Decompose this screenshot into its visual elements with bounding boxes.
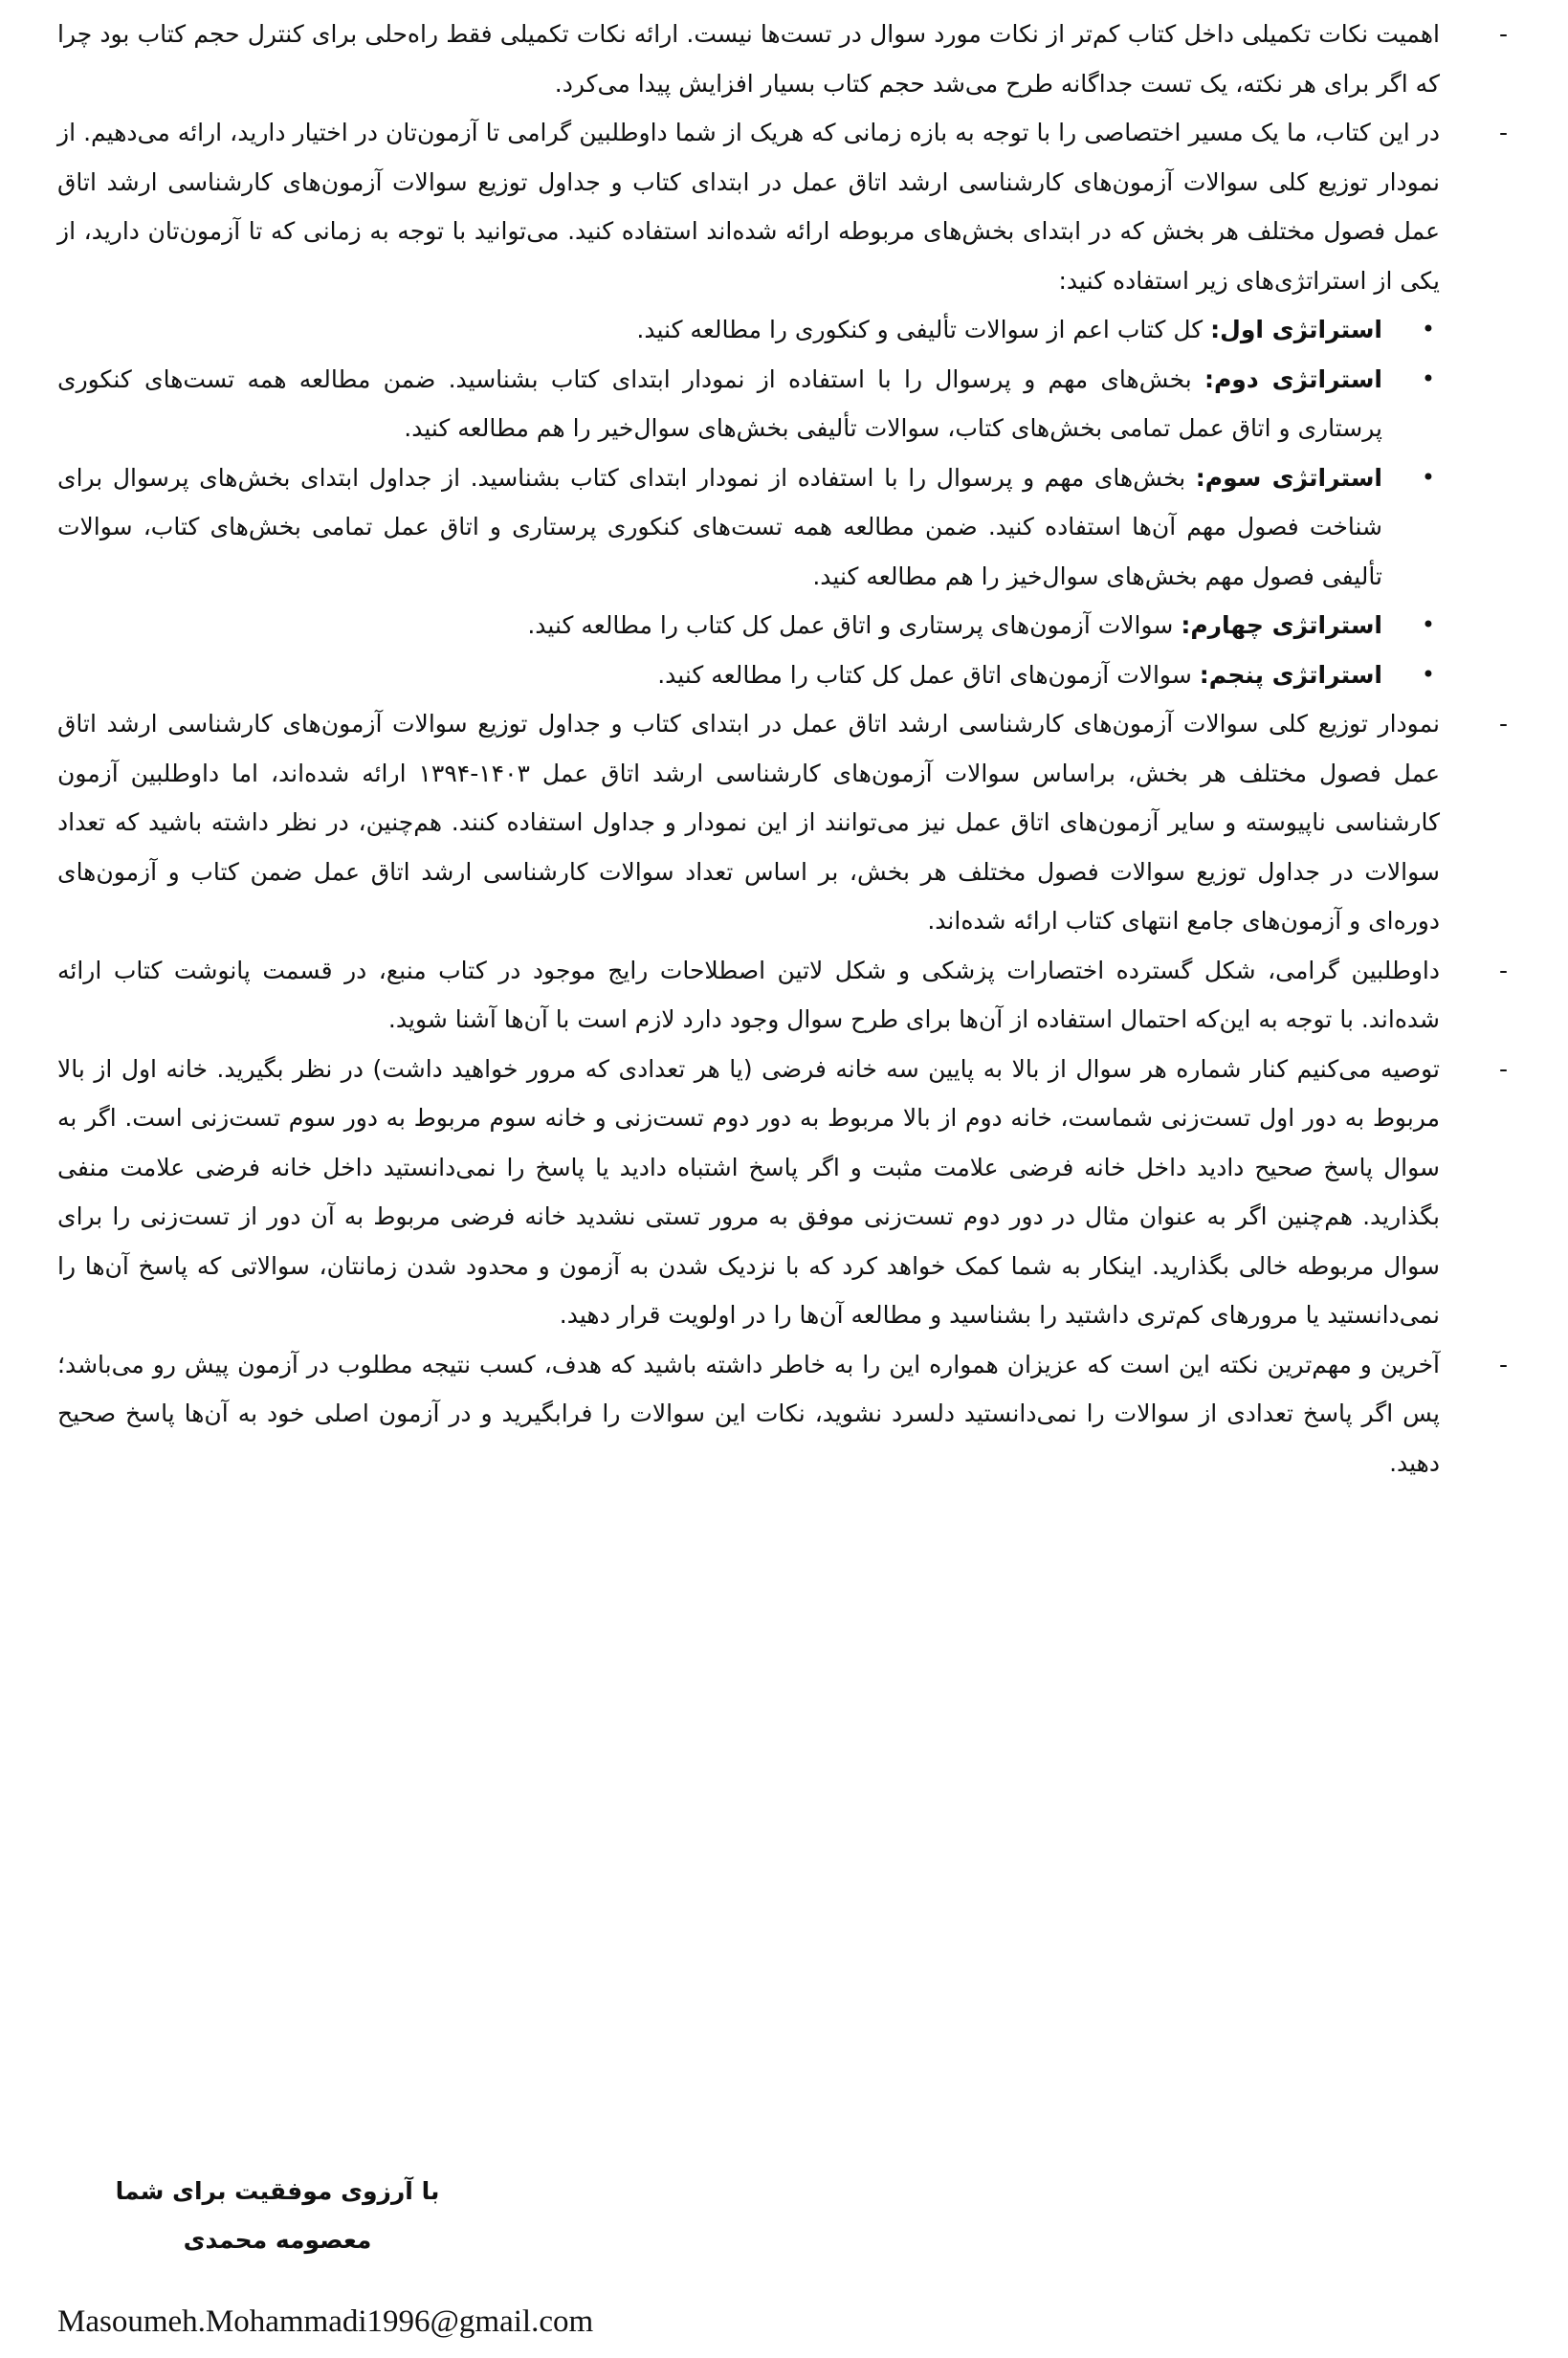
list-item-distribution-chart xyxy=(57,699,1512,946)
list-item-final-note xyxy=(57,1340,1512,1488)
bullet-marker: • xyxy=(1421,660,1435,688)
dash-marker: - xyxy=(1498,1350,1508,1378)
paragraph-text: آخرین و مهم‌ترین نکته این است که عزیزان همواره این را به خاطر داشته باشید که هدف، کسب نتیجه مطلوب در آزمون پیش رو می‌باشد؛ پس اگر پاسخ تعدادی از سوالات را نمی‌دانستید دلسرد نشوید، نکات این سوالات را فرابگیرید و در آزمون اصلی خود به آن‌ها پاسخ صحیح دهید. xyxy=(57,1350,1440,1477)
bullet-marker: • xyxy=(1421,463,1435,491)
strategy-text: سوالات آزمون‌های پرستاری و اتاق عمل کل کتاب را مطالعه کنید. xyxy=(527,611,1182,639)
signature-author: معصومه محمدی xyxy=(183,2226,372,2254)
strategy-title: استراتژی سوم: xyxy=(1195,463,1382,492)
list-item-study-path xyxy=(57,108,1512,305)
dash-marker: - xyxy=(1498,1054,1508,1083)
dash-marker: - xyxy=(1498,20,1508,48)
strategy-title: استراتژی پنجم: xyxy=(1199,660,1382,689)
signature-block xyxy=(57,2167,497,2264)
strategy-text: سوالات آزمون‌های اتاق عمل کل کتاب را مطالعه کنید. xyxy=(657,660,1200,689)
paragraph-text: داوطلبین گرامی، شکل گسترده اختصارات پزشکی و شکل لاتین اصطلاحات رایج موجود در کتاب منبع، در قسمت پانوشت کتاب ارائه شده‌اند. با توجه به این‌که احتمال استفاده از آن‌ها برای طرح سوال وجود دارد لازم است با آن‌ها آشنا شوید. xyxy=(57,956,1440,1033)
list-item-supplementary-notes xyxy=(57,10,1512,108)
bullet-marker: • xyxy=(1421,364,1435,392)
list-item-abbreviations xyxy=(57,946,1512,1045)
strategy-title: استراتژی دوم: xyxy=(1204,364,1382,393)
bullet-marker: • xyxy=(1421,316,1435,342)
strategy-list xyxy=(57,305,1512,699)
strategy-item-2 xyxy=(57,355,1512,453)
paragraph-text: اهمیت نکات تکمیلی داخل کتاب کم‌تر از نکات مورد سوال در تست‌ها نیست. ارائه نکات تکمیلی فقط راه‌حلی برای کنترل حجم کتاب بود چرا که اگر برای هر نکته، یک تست جداگانه طرح می‌شد حجم کتاب بسیار افزایش پیدا می‌کرد. xyxy=(57,20,1440,98)
paragraph-text: توصیه می‌کنیم کنار شماره هر سوال از بالا به پایین سه خانه فرضی (یا هر تعدادی که مرور خواهید داشت) در نظر بگیرید. خانه اول از بالا مربوط به دور اول تست‌زنی شماست، خانه دوم از بالا مربوط به دور دوم تست‌زنی و خانه سوم مربوط به دور سوم تست‌زنی است. اگر به سوال پاسخ صحیح دادید داخل خانه فرضی علامت مثبت و اگر پاسخ اشتباه دادید یا پاسخ را نمی‌دانستید داخل خانه فرضی علامت منفی بگذارید. هم‌چنین اگر به عنوان مثال در دور دوم تست‌زنی موفق به مرور تستی نشدید خانه فرضی مربوط به آن دور از تست‌زنی را برای سوال مربوطه خالی بگذارید. اینکار به شما کمک خواهد کرد که با نزدیک شدن به آزمون و محدود شدن زمانتان، سوالاتی که پاسخ آن‌ها را نمی‌دانستید یا مرورهای کم‌تری داشتید را بشناسید و مطالعه آن‌ها را در اولویت قرار دهید. xyxy=(57,1054,1440,1329)
strategy-title: استراتژی چهارم: xyxy=(1181,611,1382,639)
strategy-item-1 xyxy=(57,305,1512,355)
document-body xyxy=(57,10,1512,1488)
dash-marker: - xyxy=(1498,956,1508,984)
strategy-text: کل کتاب اعم از سوالات تألیفی و کنکوری را مطالعه کنید. xyxy=(636,316,1211,343)
author-email: Masoumeh.Mohammadi1996@gmail.com xyxy=(57,2304,594,2339)
list-item-review-boxes xyxy=(57,1045,1512,1340)
strategy-title: استراتژی اول: xyxy=(1210,316,1382,343)
strategy-text: بخش‌های مهم و پرسوال را با استفاده از نمودار ابتدای کتاب بشناسید. ضمن مطالعه همه تست‌های کنکوری پرستاری و اتاق عمل تمامی بخش‌های کتاب، سوالات تألیفی بخش‌های سوال‌خیر را هم مطالعه کنید. xyxy=(57,364,1382,442)
signature-greeting: با آرزوی موفقیت برای شما xyxy=(115,2177,440,2205)
strategy-item-4 xyxy=(57,601,1512,650)
bullet-marker: • xyxy=(1421,611,1435,638)
strategy-text: بخش‌های مهم و پرسوال را با استفاده از نمودار ابتدای کتاب بشناسید. از جداول ابتدای بخش‌های پرسوال برای شناخت فصول مهم آن‌ها استفاده کنید. ضمن مطالعه همه تست‌های کنکوری پرستاری و اتاق عمل تمامی بخش‌های کتاب، سوالات تألیفی فصول مهم بخش‌های سوال‌خیز را هم مطالعه کنید. xyxy=(57,463,1382,590)
dash-marker: - xyxy=(1498,710,1508,738)
dash-marker: - xyxy=(1498,119,1508,146)
paragraph-text: نمودار توزیع کلی سوالات آزمون‌های کارشناسی ارشد اتاق عمل در ابتدای کتاب و جداول توزیع سوالات آزمون‌های کارشناسی ارشد اتاق عمل فصول مختلف هر بخش، براساس سوالات آزمون‌های کارشناسی ارشد اتاق عمل ۱۴۰۳-۱۳۹۴ ارائه شده‌اند، اما داوطلبین آزمون کارشناسی ناپیوسته و سایر آزمون‌های اتاق عمل نیز می‌توانند از این نمودار و جداول استفاده کنند. هم‌چنین، در نظر داشته باشید که تعداد سوالات در جداول توزیع سوالات فصول مختلف هر بخش، بر اساس تعداد سوالات کارشناسی ارشد اتاق عمل ضمن کتاب و آزمون‌های دوره‌ای و آزمون‌های جامع انتهای کتاب ارائه شده‌اند. xyxy=(57,710,1440,935)
strategy-item-3 xyxy=(57,453,1512,602)
strategy-item-5 xyxy=(57,650,1512,700)
paragraph-text: در این کتاب، ما یک مسیر اختصاصی را با توجه به بازه زمانی که هریک از شما داوطلبین گرامی تا آزمون‌تان در اختیار دارید، ارائه می‌دهیم. از نمودار توزیع کلی سوالات آزمون‌های کارشناسی ارشد اتاق عمل در ابتدای کتاب و جداول توزیع سوالات آزمون‌های کارشناسی ارشد اتاق عمل فصول مختلف هر بخش که در ابتدای بخش‌های مربوطه ارائه شده‌اند استفاده کنید. می‌توانید با توجه به زمانی که تا آزمون‌تان دارید، از یکی از استراتژی‌های زیر استفاده کنید: xyxy=(57,119,1440,295)
